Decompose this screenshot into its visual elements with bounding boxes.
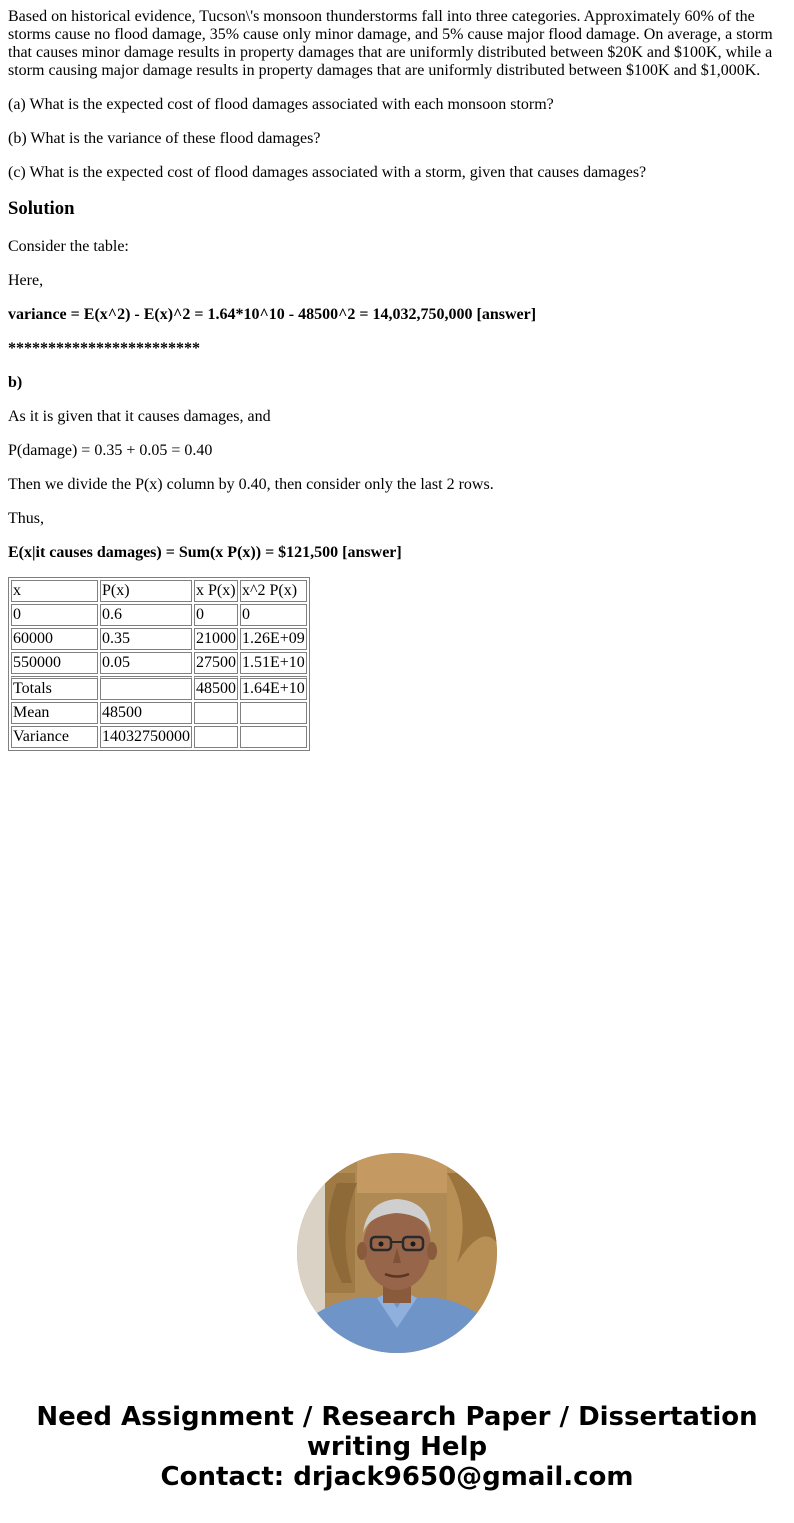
table-cell: 1.26E+09 bbox=[240, 628, 307, 650]
solution-line-here: Here, bbox=[8, 272, 44, 289]
separator-stars: ************************ bbox=[8, 340, 200, 357]
table-cell bbox=[240, 726, 307, 748]
solution-line-given: As it is given that it causes damages, and bbox=[8, 408, 271, 425]
avatar bbox=[297, 1153, 497, 1353]
table-cell: 0.05 bbox=[100, 652, 192, 674]
banner-line-2: writing Help bbox=[306, 1432, 488, 1462]
table-cell bbox=[100, 676, 192, 700]
question-part-a: (a) What is the expected cost of flood damages associated with each monsoon storm? bbox=[8, 96, 554, 113]
table-cell: 48500 bbox=[194, 676, 238, 700]
table-cell: 0 bbox=[240, 604, 307, 626]
table-cell: 21000 bbox=[194, 628, 238, 650]
table-totals-row bbox=[11, 676, 307, 700]
solution-line-consider: Consider the table: bbox=[8, 238, 129, 255]
table-cell: Variance bbox=[11, 726, 98, 748]
part-b-label: b) bbox=[8, 374, 23, 391]
table-cell: 1.64E+10 bbox=[240, 676, 307, 700]
table-cell: 0 bbox=[11, 604, 98, 626]
table-cell bbox=[194, 726, 238, 748]
table-cell: 0 bbox=[194, 604, 238, 626]
table-cell: 1.51E+10 bbox=[240, 652, 307, 674]
table-row bbox=[11, 628, 307, 650]
table-cell: 0.6 bbox=[100, 604, 192, 626]
assignment-help-banner bbox=[0, 1402, 794, 1492]
table-header-cell: x bbox=[11, 580, 98, 602]
table-cell: 60000 bbox=[11, 628, 98, 650]
question-part-c: (c) What is the expected cost of flood damages associated with a storm, given that causes damages? bbox=[8, 164, 647, 181]
variance-answer: variance = E(x^2) - E(x)^2 = 1.64*10^10 - 48500^2 = 14,032,750,000 [answer] bbox=[8, 306, 537, 323]
table-cell: 0.35 bbox=[100, 628, 192, 650]
table-cell bbox=[194, 702, 238, 724]
question-part-b: (b) What is the variance of these flood damages? bbox=[8, 130, 321, 147]
table-cell: 550000 bbox=[11, 652, 98, 674]
avatar-photo bbox=[297, 1153, 497, 1353]
table-cell: 27500 bbox=[194, 652, 238, 674]
table-variance-row bbox=[11, 726, 307, 748]
table-cell: 14032750000 bbox=[100, 726, 192, 748]
table-header-cell: x^2 P(x) bbox=[240, 580, 307, 602]
table-row bbox=[11, 604, 307, 626]
table-row bbox=[11, 652, 307, 674]
table-mean-row bbox=[11, 702, 307, 724]
table-cell: Totals bbox=[11, 676, 98, 700]
question-intro: Based on historical evidence, Tucson\'s monsoon thunderstorms fall into three categories. Approximately 60% of the storms cause no flood damage, 35% cause only minor damage, and 5% cause major flood damage. On average, a storm that causes minor damage results in property damages that are uniformly distributed between $20K and $100K, while a storm causing major damage results in property damages that are uniformly distributed between $100K and $1,000K. bbox=[8, 8, 773, 79]
solution-line-divide: Then we divide the P(x) column by 0.40, then consider only the last 2 rows. bbox=[8, 476, 494, 493]
solution-line-thus: Thus, bbox=[8, 510, 44, 527]
banner-contact: Contact: drjack9650@gmail.com bbox=[160, 1462, 634, 1492]
document-body bbox=[8, 8, 784, 751]
solution-heading: Solution bbox=[8, 198, 75, 219]
table-cell bbox=[240, 702, 307, 724]
banner-line-1: Need Assignment / Research Paper / Dissertation bbox=[36, 1402, 758, 1432]
table-cell: Mean bbox=[11, 702, 98, 724]
table-header-row bbox=[11, 580, 307, 602]
solution-line-pdamage: P(damage) = 0.35 + 0.05 = 0.40 bbox=[8, 442, 213, 459]
table-cell: 48500 bbox=[100, 702, 192, 724]
expected-answer: E(x|it causes damages) = Sum(x P(x)) = $121,500 [answer] bbox=[8, 544, 402, 561]
table-header-cell: x P(x) bbox=[194, 580, 238, 602]
table-header-cell: P(x) bbox=[100, 580, 192, 602]
calculation-table bbox=[8, 577, 310, 751]
